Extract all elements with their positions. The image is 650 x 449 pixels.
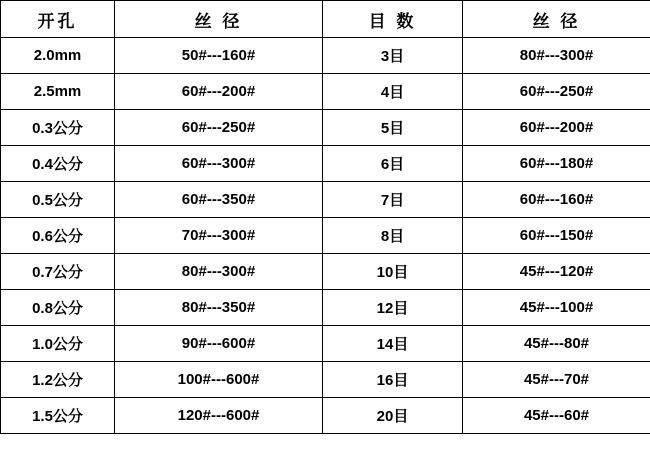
table-row (1, 398, 650, 434)
cell-wire-diameter-1: 60#---350# (115, 182, 323, 218)
cell-aperture: 1.5公分 (1, 398, 115, 434)
table-row (1, 146, 650, 182)
cell-aperture: 2.5mm (1, 74, 115, 110)
cell-wire-diameter-1: 50#---160# (115, 38, 323, 74)
cell-wire-diameter-2: 45#---60# (463, 398, 650, 434)
column-header-wire-diameter-2: 丝 径 (463, 1, 650, 38)
table-row (1, 74, 650, 110)
column-header-wire-diameter-1: 丝 径 (115, 1, 323, 38)
table-body (1, 38, 650, 434)
cell-wire-diameter-2: 45#---100# (463, 290, 650, 326)
cell-aperture: 0.8公分 (1, 290, 115, 326)
cell-mesh-count: 20目 (323, 398, 463, 434)
cell-wire-diameter-1: 120#---600# (115, 398, 323, 434)
cell-wire-diameter-1: 60#---200# (115, 74, 323, 110)
column-header-mesh-count: 目 数 (323, 1, 463, 38)
cell-wire-diameter-1: 60#---250# (115, 110, 323, 146)
cell-wire-diameter-2: 45#---70# (463, 362, 650, 398)
cell-aperture: 0.3公分 (1, 110, 115, 146)
cell-wire-diameter-1: 80#---350# (115, 290, 323, 326)
table-row (1, 326, 650, 362)
cell-mesh-count: 5目 (323, 110, 463, 146)
cell-wire-diameter-1: 60#---300# (115, 146, 323, 182)
cell-aperture: 0.6公分 (1, 218, 115, 254)
cell-wire-diameter-2: 60#---160# (463, 182, 650, 218)
cell-wire-diameter-2: 60#---200# (463, 110, 650, 146)
cell-aperture: 1.2公分 (1, 362, 115, 398)
table-header-row (1, 1, 650, 38)
cell-mesh-count: 14目 (323, 326, 463, 362)
cell-wire-diameter-2: 45#---120# (463, 254, 650, 290)
cell-wire-diameter-1: 70#---300# (115, 218, 323, 254)
table-row (1, 38, 650, 74)
table-row (1, 218, 650, 254)
cell-mesh-count: 12目 (323, 290, 463, 326)
cell-mesh-count: 4目 (323, 74, 463, 110)
cell-mesh-count: 8目 (323, 218, 463, 254)
cell-wire-diameter-1: 90#---600# (115, 326, 323, 362)
cell-mesh-count: 6目 (323, 146, 463, 182)
cell-wire-diameter-2: 60#---180# (463, 146, 650, 182)
cell-mesh-count: 10目 (323, 254, 463, 290)
cell-wire-diameter-2: 60#---250# (463, 74, 650, 110)
cell-wire-diameter-1: 100#---600# (115, 362, 323, 398)
table-header (1, 1, 650, 38)
cell-mesh-count: 16目 (323, 362, 463, 398)
cell-aperture: 0.5公分 (1, 182, 115, 218)
cell-wire-diameter-2: 60#---150# (463, 218, 650, 254)
cell-aperture: 2.0mm (1, 38, 115, 74)
cell-wire-diameter-1: 80#---300# (115, 254, 323, 290)
cell-aperture: 0.4公分 (1, 146, 115, 182)
cell-wire-diameter-2: 80#---300# (463, 38, 650, 74)
table-row (1, 290, 650, 326)
cell-mesh-count: 3目 (323, 38, 463, 74)
table-row (1, 362, 650, 398)
table-row (1, 254, 650, 290)
column-header-aperture: 开孔 (1, 1, 115, 38)
cell-aperture: 1.0公分 (1, 326, 115, 362)
table-row (1, 182, 650, 218)
cell-mesh-count: 7目 (323, 182, 463, 218)
cell-wire-diameter-2: 45#---80# (463, 326, 650, 362)
cell-aperture: 0.7公分 (1, 254, 115, 290)
table-row (1, 110, 650, 146)
